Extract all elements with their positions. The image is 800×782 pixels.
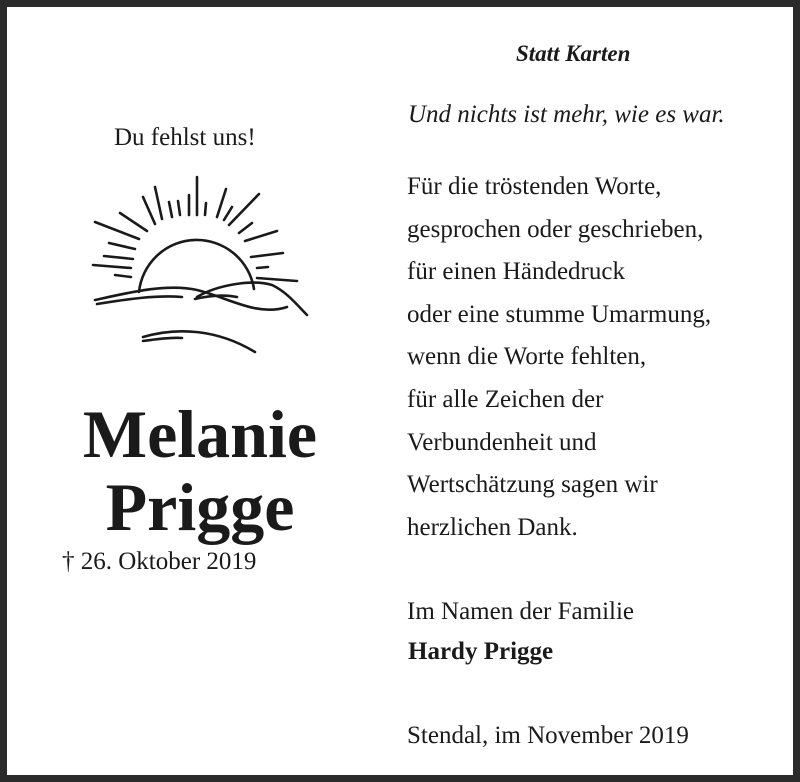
place-and-date: Stendal, im November 2019	[407, 722, 689, 749]
text-line: oder eine stumme Umarmung,	[407, 300, 712, 328]
motto: Und nichts ist mehr, wie es war.	[408, 101, 725, 128]
text-line: für einen Händedruck	[407, 258, 625, 286]
text-line: gesprochen oder geschrieben,	[407, 215, 704, 243]
death-date: † 26. Oktober 2019	[62, 548, 257, 575]
tagline: Du fehlst uns!	[114, 124, 256, 151]
text-line: Für die tröstenden Worte,	[407, 173, 662, 200]
text-line: wenn die Worte fehlten,	[407, 343, 647, 371]
family-intro: Im Namen der Familie	[407, 598, 635, 625]
header-statt-karten: Statt Karten	[516, 41, 631, 66]
thank-you-text	[407, 174, 711, 557]
text-line: herzlichen Dank.	[407, 513, 578, 541]
text-line: Verbundenheit und	[407, 428, 597, 456]
deceased-last-name: Prigge	[105, 469, 295, 545]
text-line: für alle Zeichen der	[407, 385, 604, 413]
deceased-first-name: Melanie	[82, 396, 318, 472]
sunrise-over-hills-icon	[87, 167, 317, 362]
text-line: Wertschätzung sagen wir	[407, 471, 658, 499]
family-name: Hardy Prigge	[408, 638, 554, 665]
